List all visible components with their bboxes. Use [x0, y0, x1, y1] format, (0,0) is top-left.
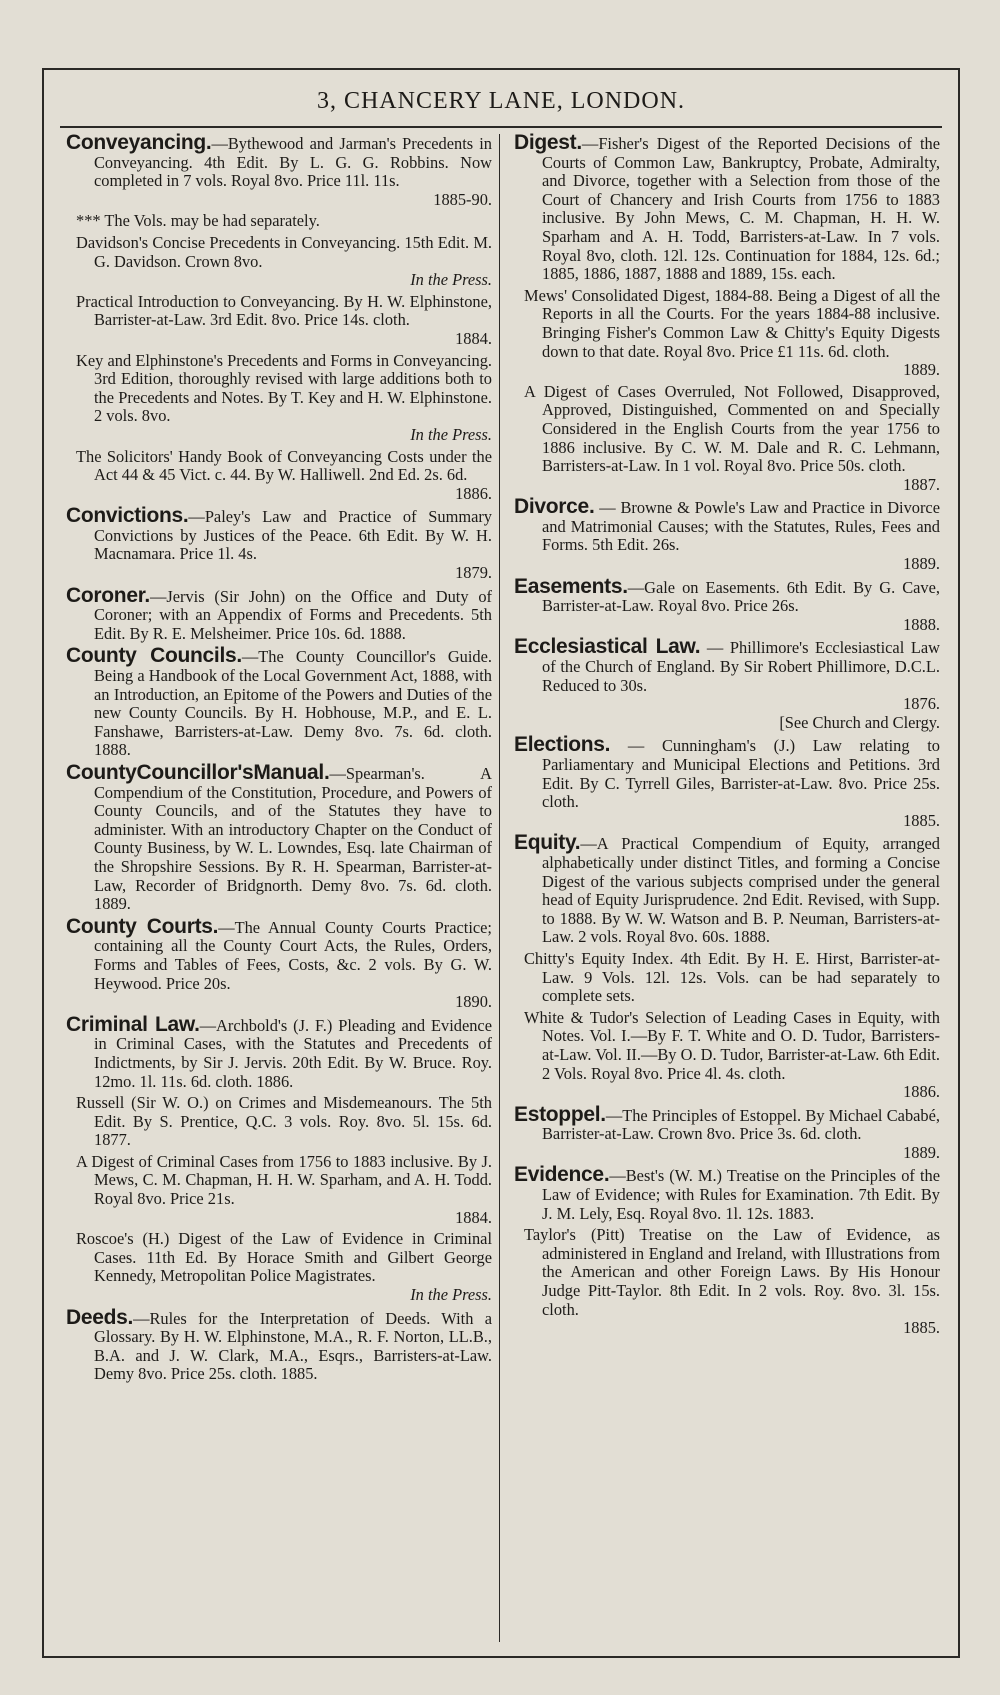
- entry-roscoe: [66, 1230, 492, 1304]
- entry-year: 1888.: [903, 614, 940, 634]
- entry-year: 1879.: [455, 563, 492, 583]
- entry-text: —A Practical Compendium of Equity, arranged alphabetically under distinct Titles, and forming a Concise Digest of the various subjects comprised under the general head of Equity Jurisprudence. 2nd Edit. Revised, with Supp. to 1888. By W. W. Watson and B. P. Neuman, Barristers-at-Law. 2 vols. Royal 8vo. 60s. 1888.: [542, 834, 940, 947]
- entry-heading: Convictions.: [66, 504, 189, 528]
- entry-text: —Fisher's Digest of the Reported Decisions of the Courts of Common Law, Bankruptcy, Probate, Admiralty, and Divorce, together with a Selection from those of the Court of Chancery and Irish Courts from 1756 to 1883 inclusive. By John Mews, C. M. Chapman, H. H. W. Sparham and A. H. Todd, Barristers-at-Law. In 7 vols. Royal 8vo, cloth. 12l. 12s. Continuation for 1884, 12s. 6d.; 1885, 1886, 1887, 1888 and 1889, 15s. each.: [542, 134, 940, 284]
- entry-text: Practical Introduction to Conveyancing. By H. W. Elphinstone, Barrister-at-Law. 3rd Edit. 8vo. Price 14s. cloth.: [76, 291, 492, 330]
- entry-status: In the Press.: [410, 1285, 492, 1305]
- entry-text: White & Tudor's Selection of Leading Cases in Equity, with Notes. Vol. I.—By F. T. White and O. D. Tudor, Barristers-at-Law. Vol. II.—By O. D. Tudor, Barrister-at-Law. 6th Edit. 2 Vols. Royal 8vo. Price 4l. 4s. cloth.: [524, 1007, 940, 1083]
- left-column: [66, 131, 492, 1387]
- entry-text: —Best's (W. M.) Treatise on the Principles of the Law of Evidence; with Rules for Examination. 7th Edit. By J. M. Lely, Esq. Royal 8vo. 1l. 12s. 1883.: [542, 1166, 940, 1223]
- entry-year: 1887.: [903, 474, 940, 494]
- entry-text: — Cunningham's (J.) Law relating to Parliamentary and Municipal Elections and Petitions. 3rd Edit. By C. Tyrrell Giles, Barrister-at-Law. 8vo. Price 25s. cloth.: [542, 736, 940, 812]
- separate-vols-note: *** The Vols. may be had separately.: [76, 211, 320, 231]
- entry-heading: Ecclesiastical Law.: [514, 635, 701, 659]
- entry-key-elphinstone: [66, 352, 492, 445]
- right-column: [514, 131, 940, 1341]
- entry-criminal-law: [66, 1012, 492, 1091]
- entry-text: Mews' Consolidated Digest, 1884-88. Being a Digest of all the Reports in all the Courts. For the years 1884-88 inclusive. Bringing Fisher's Common Law & Chitty's Equity Digests down to that date. Royal 8vo. Price £1 11s. 6d. cloth.: [524, 285, 940, 361]
- entry-year: 1889.: [903, 360, 940, 380]
- page-header: 3, CHANCERY LANE, LONDON.: [316, 88, 686, 114]
- entry-year: 1889.: [903, 554, 940, 574]
- entry-conveyancing: [66, 131, 492, 209]
- entry-estoppel: [514, 1102, 940, 1163]
- entry-heading: Estoppel.: [514, 1102, 606, 1126]
- entry-text: The Solicitors' Handy Book of Conveyancing Costs under the Act 44 & 45 Vict. c. 44. By W. Halliwell. 2nd Ed. 2s. 6d.: [76, 446, 492, 485]
- entry-chitty-equity-index: Chitty's Equity Index. 4th Edit. By H. E. Hirst, Barrister-at-Law. 9 Vols. 12l. 12s. Vols. can be had separately to complete sets.: [524, 948, 940, 1006]
- entry-evidence: [514, 1163, 940, 1223]
- entry-year: 1889.: [903, 1142, 940, 1162]
- entry-mews-consolidated: [514, 287, 940, 380]
- entry-year: 1886.: [455, 483, 492, 503]
- entry-year: 1876.: [903, 694, 940, 714]
- entry-text: —Jervis (Sir John) on the Office and Duty of Coroner; with an Appendix of Forms and Precedents. 5th Edit. By R. E. Melsheimer. Price 10s. 6d. 1888.: [94, 586, 492, 643]
- entry-text: Roscoe's (H.) Digest of the Law of Evidence in Criminal Cases. 11th Ed. By Horace Smith and Gilbert George Kennedy, Metropolitan Police Magistrates.: [76, 1229, 492, 1286]
- entry-heading: Digest.: [514, 131, 582, 154]
- entry-year: 1886.: [903, 1082, 940, 1102]
- entry-text: —The Annual County Courts Practice; containing all the County Court Acts, the Rules, Orders, Forms and Tables of Fees, Costs, &c. 2 vols. By G. W. Heywood. Price 20s.: [94, 917, 492, 993]
- entry-text: — Browne & Powle's Law and Practice in Divorce and Matrimonial Causes; with the Statutes, Rules, Fees and Forms. 5th Edit. 26s.: [542, 498, 940, 555]
- entry-white-tudor: [514, 1009, 940, 1102]
- entry-solicitors-handy-book: [66, 448, 492, 504]
- entry-text: Davidson's Concise Precedents in Conveyancing. 15th Edit. M. G. Davidson. Crown 8vo.: [76, 232, 492, 271]
- entry-easements: [514, 574, 940, 635]
- entry-heading: County Councils.: [66, 644, 242, 668]
- entry-davidson: [66, 234, 492, 290]
- entry-text: Taylor's (Pitt) Treatise on the Law of Evidence, as administered in England and Ireland, with Illustrations from the American and other Foreign Laws. By His Honour Judge Pitt-Taylor. 8th Edit. In 2 vols. Roy. 8vo. 3l. 15s. cloth.: [524, 1225, 940, 1319]
- see-also-reference: [See Church and Clergy.: [779, 712, 940, 732]
- entry-heading: Equity.: [514, 831, 581, 855]
- entry-text: —Spearman's. A Compendium of the Constitution, Procedure, and Powers of County Councils, and of the Statutes they have to administer. With an introductory Chapter on the Conduct of County Business, by W. L. Lowndes, Esq. late Chairman of the Shropshire Sessions. By R. H. Spearman, Barrister-at-Law, Recorder of Bridgnorth. Demy 8vo. 7s. 6d. cloth. 1889.: [94, 764, 492, 914]
- entry-status: In the Press.: [410, 270, 492, 290]
- column-divider: [499, 134, 500, 1642]
- entry-heading: Evidence.: [514, 1163, 610, 1187]
- entry-heading: Conveyancing.: [66, 131, 212, 154]
- entry-status: In the Press.: [410, 424, 492, 444]
- entry-text: — Phillimore's Ecclesiastical Law of the Church of England. By Sir Robert Phillimore, D.C.L. Reduced to 30s.: [542, 638, 940, 695]
- entry-year: 1884.: [455, 328, 492, 348]
- entry-year: 1890.: [455, 992, 492, 1012]
- entry-county-councillors-manual: [66, 761, 492, 914]
- entry-text: —The County Councillor's Guide. Being a Handbook of the Local Government Act, 1888, with an Introduction, an Epitome of the Powers and Duties of the new County Councils. By H. Hobhouse, M.P., and E. L. Fanshawe, Barristers-at-Law. Demy 8vo. 7s. 6d. cloth. 1888.: [94, 647, 492, 760]
- header-rule: [60, 126, 942, 128]
- entry-convictions: [66, 504, 492, 583]
- entry-heading: CountyCouncillor'sManual.: [66, 761, 330, 784]
- entry-text: —Rules for the Interpretation of Deeds. With a Glossary. By H. W. Elphinstone, M.A., R. F. Norton, LL.B., B.A. and J. W. Clark, M.A., Esqrs., Barristers-at-Law. Demy 8vo. Price 25s. cloth. 1885.: [94, 1308, 492, 1384]
- entry-heading: Deeds.: [66, 1305, 134, 1329]
- entry-digest: [514, 131, 940, 284]
- entry-heading: Easements.: [514, 574, 628, 598]
- entry-year: 1885-90.: [433, 189, 492, 209]
- entry-year: 1885.: [903, 1318, 940, 1338]
- entry-russell: Russell (Sir W. O.) on Crimes and Misdemeanours. The 5th Edit. By S. Prentice, Q.C. 3 vols. Roy. 8vo. 5l. 15s. 6d. 1877.: [76, 1093, 492, 1150]
- entry-year: 1884.: [455, 1207, 492, 1227]
- entry-ecclesiastical-law: [514, 635, 940, 732]
- entry-county-councils: [66, 644, 492, 760]
- entry-practical-introduction: [66, 293, 492, 349]
- entry-equity: [514, 831, 940, 947]
- entry-text: Key and Elphinstone's Precedents and Forms in Conveyancing. 3rd Edition, thoroughly revised with large additions both to the Precedents and Notes. By T. Key and H. W. Elphinstone. 2 vols. 8vo.: [76, 350, 492, 426]
- entry-elections: [514, 733, 940, 830]
- entry-text: —Bythewood and Jarman's Precedents in Conveyancing. 4th Edit. By L. G. G. Robbins. Now completed in 7 vols. Royal 8vo. Price 11l. 11s.: [94, 134, 492, 191]
- entry-heading: Divorce.: [514, 495, 595, 519]
- entry-text: A Digest of Cases Overruled, Not Followed, Disapproved, Approved, Distinguished, Commented on and Specially Considered in the English Courts from the year 1756 to 1886 inclusive. By C. W. M. Dale and R. C. Lehmann, Barristers-at-Law. In 1 vol. Royal 8vo. Price 50s. cloth.: [524, 381, 940, 476]
- entry-text: —Paley's Law and Practice of Summary Convictions by Justices of the Peace. 6th Edit. By W. H. Macnamara. Price 1l. 4s.: [94, 507, 492, 564]
- entry-heading: Criminal Law.: [66, 1012, 200, 1036]
- entry-deeds: [66, 1305, 492, 1384]
- entry-criminal-digest: [66, 1153, 492, 1227]
- catalogue-page: [42, 68, 960, 1658]
- entry-cases-overruled: [514, 383, 940, 495]
- entry-divorce: [514, 495, 940, 574]
- entry-heading: County Courts.: [66, 914, 219, 938]
- entry-county-courts: [66, 914, 492, 1012]
- entry-coroner: [66, 583, 492, 644]
- entry-taylor: [514, 1226, 940, 1338]
- entry-heading: Coroner.: [66, 583, 150, 607]
- entry-text: A Digest of Criminal Cases from 1756 to 1883 inclusive. By J. Mews, C. M. Chapman, H. H. W. Sparham, and A. H. Todd. Royal 8vo. Price 21s.: [76, 1151, 492, 1209]
- entry-text: —The Principles of Estoppel. By Michael Cababé, Barrister-at-Law. Crown 8vo. Price 3s. 6d. cloth.: [542, 1105, 940, 1144]
- entry-text: —Gale on Easements. 6th Edit. By G. Cave, Barrister-at-Law. Royal 8vo. Price 26s.: [542, 577, 940, 616]
- entry-year: 1885.: [903, 810, 940, 830]
- entry-text: —Archbold's (J. F.) Pleading and Evidence in Criminal Cases, with the Statutes and Precedents of Indictments, by Sir J. Jervis. 20th Edit. By W. Bruce. Roy. 12mo. 1l. 11s. 6d. cloth. 1886.: [94, 1015, 492, 1091]
- entry-heading: Elections.: [514, 733, 611, 757]
